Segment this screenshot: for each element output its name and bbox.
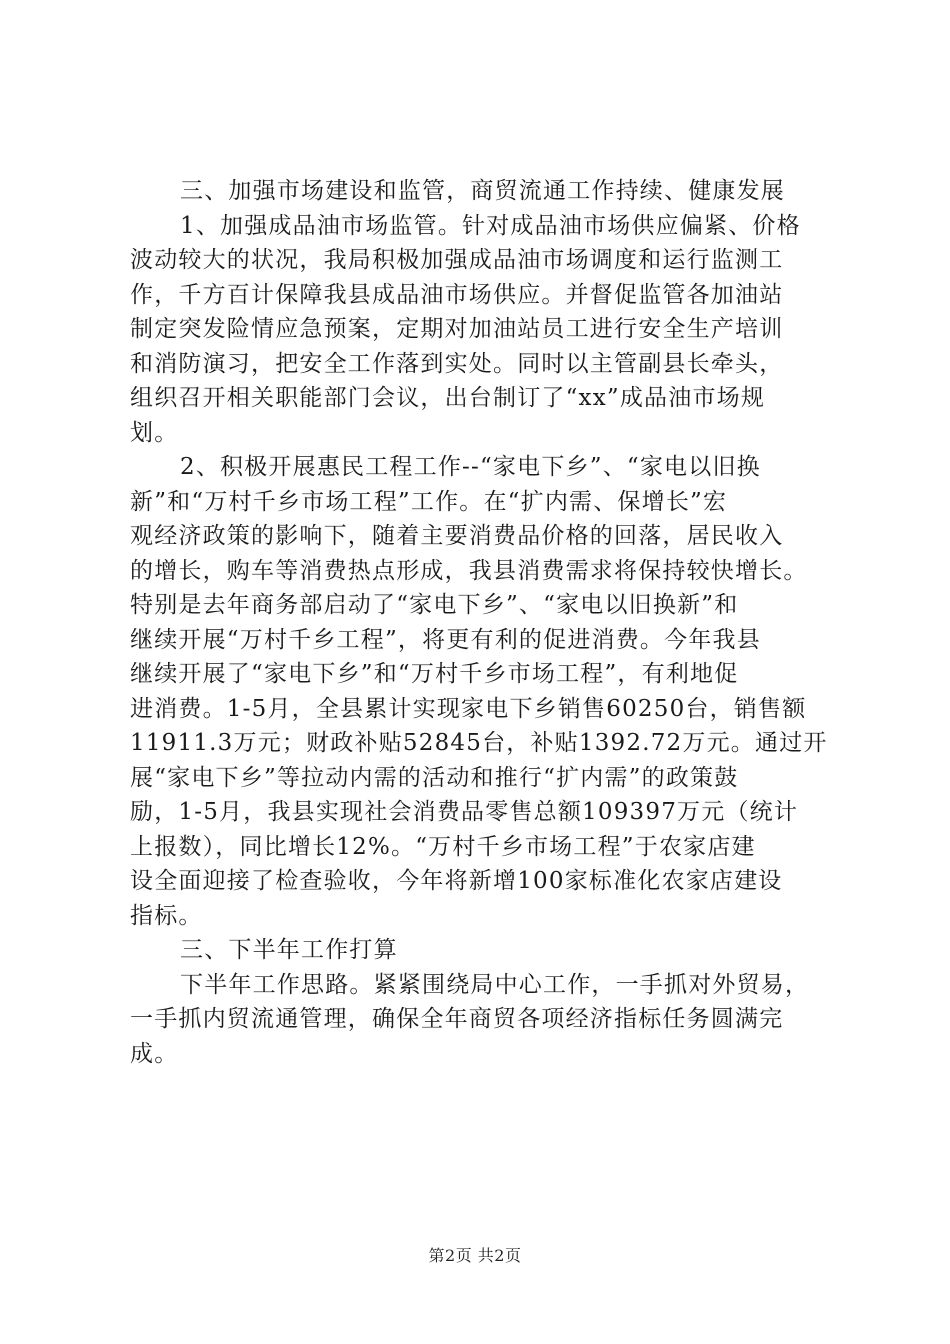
- paragraph-1-line-7: 划。: [130, 419, 179, 446]
- paragraph-3-line-2: 一手抓内贸流通管理，确保全年商贸各项经济指标任务圆满完: [130, 1006, 784, 1032]
- paragraph-1-line-1: 1、加强成品油市场监管。针对成品油市场供应偏紧、价格: [180, 212, 801, 239]
- paragraph-2-line-4: 的增长，购车等消费热点形成，我县消费需求将保持较快增长。: [130, 557, 808, 584]
- document-body: [130, 174, 842, 1071]
- paragraph-2-line-5: 特别是去年商务部启动了“家电下乡”、“家电以旧换新”和: [130, 592, 739, 618]
- paragraph-2-line-13: 设全面迎接了检查验收，今年将新增100家标准化农家店建设: [130, 868, 783, 894]
- paragraph-2-line-8: 进消费。1-5月，全县累计实现家电下乡销售60250台，销售额: [130, 695, 807, 722]
- section-heading-plan: 三、下半年工作打算: [180, 937, 398, 963]
- paragraph-2-line-2: 新”和“万村千乡市场工程”工作。在“扩内需、保增长”宏: [130, 488, 728, 515]
- paragraph-1-line-3: 作，千方百计保障我县成品油市场供应。并督促监管各加油站: [130, 281, 784, 308]
- paragraph-2-line-12: 上报数），同比增长12%。“万村千乡市场工程”于农家店建: [130, 833, 756, 860]
- paragraph-2-line-1: 2、积极开展惠民工程工作--“家电下乡”、“家电以旧换: [180, 454, 761, 480]
- paragraph-1-line-2: 波动较大的状况，我局积极加强成品油市场调度和运行监测工: [130, 247, 784, 273]
- paragraph-1-line-5: 和消防演习，把安全工作落到实处。同时以主管副县长牵头，: [130, 350, 784, 377]
- paragraph-2-line-7: 继续开展了“家电下乡”和“万村千乡市场工程”，有利地促: [130, 661, 739, 687]
- paragraph-2-line-3: 观经济政策的影响下，随着主要消费品价格的回落，居民收入: [130, 523, 784, 549]
- paragraph-2-line-11: 励，1-5月，我县实现社会消费品零售总额109397万元（统计: [130, 799, 799, 825]
- paragraph-3-line-1: 下半年工作思路。紧紧围绕局中心工作，一手抓对外贸易，: [180, 971, 810, 998]
- paragraph-2-line-6: 继续开展“万村千乡工程”，将更有利的促进消费。今年我县: [130, 626, 761, 653]
- paragraph-3-line-3: 成。: [130, 1040, 179, 1067]
- paragraph-2-line-14: 指标。: [130, 902, 203, 929]
- paragraph-2-line-9: 11911.3万元；财政补贴52845台，补贴1392.72万元。通过开: [130, 730, 828, 756]
- paragraph-1-line-6: 组织召开相关职能部门会议，出台制订了“xx”成品油市场规: [130, 385, 766, 411]
- paragraph-1-line-4: 制定突发险情应急预案，定期对加油站员工进行安全生产培训: [130, 316, 784, 342]
- paragraph-2-line-10: 展“家电下乡”等拉动内需的活动和推行“扩内需”的政策鼓: [130, 764, 739, 791]
- section-heading-3: 三、加强市场建设和监管，商贸流通工作持续、健康发展: [180, 178, 785, 204]
- page-number-footer: 第2页 共2页: [428, 1246, 522, 1265]
